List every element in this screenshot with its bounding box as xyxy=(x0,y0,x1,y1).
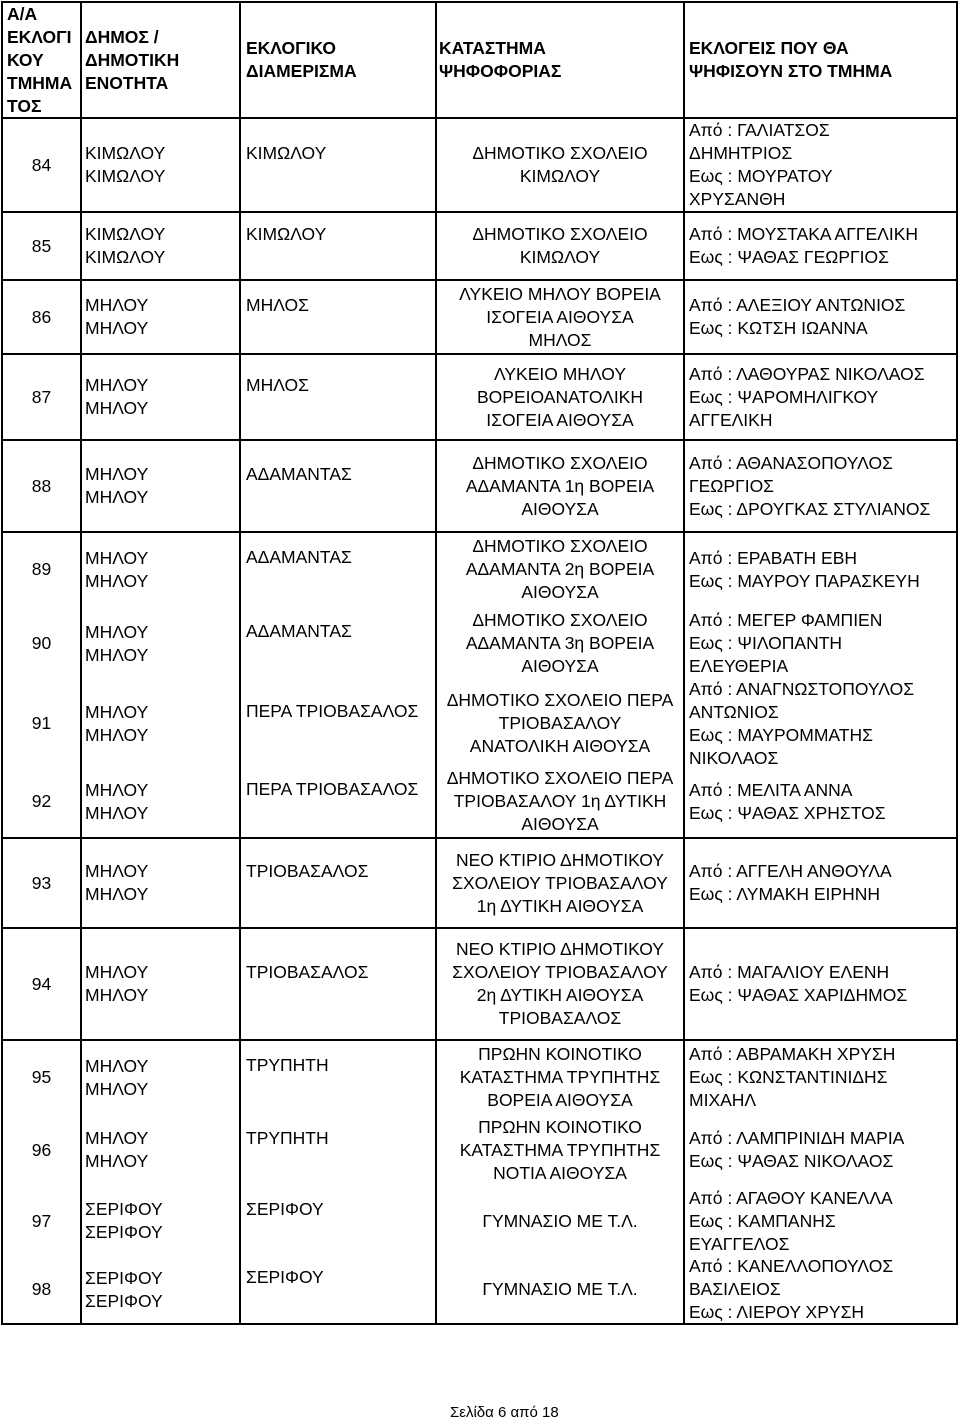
cell-voters: Από : ΑΘΑΝΑΣΟΠΟΥΛΟΣ ΓΕΩΡΓΙΟΣ Εως : ΔΡΟΥΓΚΑΣ ΣΤΥΛΙΑΝΟΣ xyxy=(689,452,931,519)
table-row xyxy=(3,1186,956,1256)
cell-number: 87 xyxy=(3,355,82,439)
cell-voters: Από : ΛΑΜΠΡΙΝΙΔΗ ΜΑΡΙΑ Εως : ΨΑΘΑΣ ΝΙΚΟΛΑΟΣ xyxy=(689,1128,905,1171)
cell-voters: Από : ΚΑΝΕΛΛΟΠΟΥΛΟΣ ΒΑΣΙΛΕΙΟΣ Εως : ΛΙΕΡΟΥ ΧΡΥΣΗ xyxy=(689,1256,894,1322)
cell-municipality: ΜΗΛΟΥ ΜΗΛΟΥ xyxy=(82,766,241,837)
cell-district: ΣΕΡΙΦΟΥ xyxy=(241,1256,437,1323)
cell-district: ΚΙΜΩΛΟΥ xyxy=(241,119,437,211)
cell-municipality: ΜΗΛΟΥ ΜΗΛΟΥ xyxy=(82,1114,241,1186)
header-number: Α/Α ΕΚΛΟΓΙ ΚΟΥ ΤΜΗΜΑ ΤΟΣ xyxy=(3,3,82,117)
table-row xyxy=(3,1114,956,1186)
cell-polling-station: ΠΡΩΗΝ ΚΟΙΝΟΤΙΚΟ ΚΑΤΑΣΤΗΜΑ ΤΡΥΠΗΤΗΣ ΝΟΤΙΑ ΑΙΘΟΥΣΑ xyxy=(437,1114,685,1186)
cell-number: 84 xyxy=(3,119,82,211)
cell-polling-station: ΓΥΜΝΑΣΙΟ ΜΕ Τ.Λ. xyxy=(437,1256,685,1323)
cell-district: ΣΕΡΙΦΟΥ xyxy=(241,1186,437,1256)
cell-voters: Από : ΑΝΑΓΝΩΣΤΟΠΟΥΛΟΣ ΑΝΤΩΝΙΟΣ Εως : ΜΑΥΡΟΜΜΑΤΗΣ ΝΙΚΟΛΑΟΣ xyxy=(689,678,915,768)
cell-voters: Από : ΜΕΛΙΤΑ ΑΝΝΑ Εως : ΨΑΘΑΣ ΧΡΗΣΤΟΣ xyxy=(689,779,886,823)
header-district: ΕΚΛΟΓΙΚΟ ΔΙΑΜΕΡΙΣΜΑ xyxy=(241,3,437,117)
cell-voters: Από : ΑΒΡΑΜΑΚΗ ΧΡΥΣΗ Εως : ΚΩΝΣΤΑΝΤΙΝΙΔΗΣ ΜΙΧΑΗΛ xyxy=(689,1044,896,1110)
cell-number: 93 xyxy=(3,839,82,927)
cell-municipality: ΚΙΜΩΛΟΥ ΚΙΜΩΛΟΥ xyxy=(82,119,241,211)
cell-polling-station: ΝΕΟ ΚΤΙΡΙΟ ΔΗΜΟΤΙΚΟΥ ΣΧΟΛΕΙΟΥ ΤΡΙΟΒΑΣΑΛΟΥ 1η ΔΥΤΙΚΗ ΑΙΘΟΥΣΑ xyxy=(437,839,685,927)
cell-polling-station: ΛΥΚΕΙΟ ΜΗΛΟΥ ΒΟΡΕΙΟΑΝΑΤΟΛΙΚΗ ΙΣΟΓΕΙΑ ΑΙΘΟΥΣΑ xyxy=(437,355,685,439)
header-polling-station: ΚΑΤΑΣΤΗΜΑ ΨΗΦΟΦΟΡΙΑΣ xyxy=(437,3,685,117)
cell-number: 94 xyxy=(3,929,82,1039)
cell-district: ΑΔΑΜΑΝΤΑΣ xyxy=(241,606,437,681)
cell-polling-station: ΔΗΜΟΤΙΚΟ ΣΧΟΛΕΙΟ ΠΕΡΑ ΤΡΙΟΒΑΣΑΛΟΥ 1η ΔΥΤΙΚΗ ΑΙΘΟΥΣΑ xyxy=(437,766,685,837)
cell-polling-station: ΔΗΜΟΤΙΚΟ ΣΧΟΛΕΙΟ ΑΔΑΜΑΝΤΑ 2η ΒΟΡΕΙΑ ΑΙΘΟΥΣΑ xyxy=(437,533,685,606)
table-row xyxy=(3,533,956,606)
cell-voters: Από : ΜΑΓΑΛΙΟΥ ΕΛΕΝΗ Εως : ΨΑΘΑΣ ΧΑΡΙΔΗΜΟΣ xyxy=(689,962,908,1005)
cell-district: ΜΗΛΟΣ xyxy=(241,281,437,353)
table-row xyxy=(3,1256,956,1323)
cell-municipality: ΚΙΜΩΛΟΥ ΚΙΜΩΛΟΥ xyxy=(82,213,241,279)
cell-number: 95 xyxy=(3,1041,82,1114)
cell-district: ΑΔΑΜΑΝΤΑΣ xyxy=(241,533,437,606)
cell-municipality: ΜΗΛΟΥ ΜΗΛΟΥ xyxy=(82,533,241,606)
cell-district: ΑΔΑΜΑΝΤΑΣ xyxy=(241,441,437,531)
cell-voters: Από : ΛΑΘΟΥΡΑΣ ΝΙΚΟΛΑΟΣ Εως : ΨΑΡΟΜΗΛΙΓΚΟΥ ΑΓΓΕΛΙΚΗ xyxy=(689,363,925,430)
cell-number: 97 xyxy=(3,1186,82,1256)
cell-voters: Από : ΜΟΥΣΤΑΚΑ ΑΓΓΕΛΙΚΗ Εως : ΨΑΘΑΣ ΓΕΩΡΓΙΟΣ xyxy=(689,224,919,267)
cell-municipality: ΜΗΛΟΥ ΜΗΛΟΥ xyxy=(82,281,241,353)
header-voters: ΕΚΛΟΓΕΙΣ ΠΟΥ ΘΑ ΨΗΦΙΣΟΥΝ ΣΤΟ ΤΜΗΜΑ xyxy=(689,38,893,81)
table-row xyxy=(3,606,956,681)
table-row xyxy=(3,1041,956,1114)
cell-number: 98 xyxy=(3,1256,82,1323)
cell-voters: Από : ΑΛΕΞΙΟΥ ΑΝΤΩΝΙΟΣ Εως : ΚΩΤΣΗ ΙΩΑΝΝΑ xyxy=(689,295,906,338)
cell-district: ΤΡΥΠΗΤΗ xyxy=(241,1041,437,1114)
cell-number: 85 xyxy=(3,213,82,279)
cell-municipality: ΜΗΛΟΥ ΜΗΛΟΥ xyxy=(82,1041,241,1114)
cell-municipality: ΜΗΛΟΥ ΜΗΛΟΥ xyxy=(82,681,241,766)
cell-polling-station: ΓΥΜΝΑΣΙΟ ΜΕ Τ.Λ. xyxy=(437,1186,685,1256)
table-header-row xyxy=(3,3,956,119)
cell-number: 89 xyxy=(3,533,82,606)
cell-municipality: ΜΗΛΟΥ ΜΗΛΟΥ xyxy=(82,441,241,531)
cell-polling-station: ΔΗΜΟΤΙΚΟ ΣΧΟΛΕΙΟ ΚΙΜΩΛΟΥ xyxy=(437,119,685,211)
table-row xyxy=(3,213,956,281)
cell-number: 86 xyxy=(3,281,82,353)
cell-municipality: ΣΕΡΙΦΟΥ ΣΕΡΙΦΟΥ xyxy=(82,1186,241,1256)
table-row xyxy=(3,355,956,441)
cell-number: 92 xyxy=(3,766,82,837)
cell-polling-station: ΔΗΜΟΤΙΚΟ ΣΧΟΛΕΙΟ ΚΙΜΩΛΟΥ xyxy=(437,213,685,279)
table-row xyxy=(3,929,956,1041)
table-row xyxy=(3,766,956,839)
cell-district: ΤΡΙΟΒΑΣΑΛΟΣ xyxy=(241,929,437,1039)
table-row xyxy=(3,441,956,533)
table-row xyxy=(3,119,956,213)
header-municipality: ΔΗΜΟΣ / ΔΗΜΟΤΙΚΗ ΕΝΟΤΗΤΑ xyxy=(82,3,241,117)
cell-number: 96 xyxy=(3,1114,82,1186)
cell-polling-station: ΔΗΜΟΤΙΚΟ ΣΧΟΛΕΙΟ ΑΔΑΜΑΝΤΑ 3η ΒΟΡΕΙΑ ΑΙΘΟΥΣΑ xyxy=(437,606,685,681)
cell-voters: Από : ΜΕΓΕΡ ΦΑΜΠΙΕΝ Εως : ΨΙΛΟΠΑΝΤΗ ΕΛΕΥΘΕΡΙΑ xyxy=(689,610,883,676)
cell-number: 91 xyxy=(3,681,82,766)
cell-district: ΤΡΥΠΗΤΗ xyxy=(241,1114,437,1186)
cell-polling-station: ΠΡΩΗΝ ΚΟΙΝΟΤΙΚΟ ΚΑΤΑΣΤΗΜΑ ΤΡΥΠΗΤΗΣ ΒΟΡΕΙΑ ΑΙΘΟΥΣΑ xyxy=(437,1041,685,1114)
cell-number: 90 xyxy=(3,606,82,681)
cell-municipality: ΜΗΛΟΥ ΜΗΛΟΥ xyxy=(82,929,241,1039)
cell-district: ΠΕΡΑ ΤΡΙΟΒΑΣΑΛΟΣ xyxy=(241,681,437,766)
election-table xyxy=(1,1,958,1325)
cell-polling-station: ΝΕΟ ΚΤΙΡΙΟ ΔΗΜΟΤΙΚΟΥ ΣΧΟΛΕΙΟΥ ΤΡΙΟΒΑΣΑΛΟΥ 2η ΔΥΤΙΚΗ ΑΙΘΟΥΣΑ ΤΡΙΟΒΑΣΑΛΟΣ xyxy=(437,929,685,1039)
page-number: Σελίδα 6 από 18 xyxy=(450,1404,559,1421)
cell-municipality: ΜΗΛΟΥ ΜΗΛΟΥ xyxy=(82,355,241,439)
cell-voters: Από : ΑΓΑΘΟΥ ΚΑΝΕΛΛΑ Εως : ΚΑΜΠΑΝΗΣ ΕΥΑΓΓΕΛΟΣ xyxy=(689,1187,893,1254)
cell-district: ΜΗΛΟΣ xyxy=(241,355,437,439)
table-row xyxy=(3,281,956,355)
cell-municipality: ΣΕΡΙΦΟΥ ΣΕΡΙΦΟΥ xyxy=(82,1256,241,1323)
cell-district: ΤΡΙΟΒΑΣΑΛΟΣ xyxy=(241,839,437,927)
cell-voters: Από : ΕΡΑΒΑΤΗ ΕΒΗ Εως : ΜΑΥΡΟΥ ΠΑΡΑΣΚΕΥΗ xyxy=(689,547,920,591)
cell-polling-station: ΔΗΜΟΤΙΚΟ ΣΧΟΛΕΙΟ ΑΔΑΜΑΝΤΑ 1η ΒΟΡΕΙΑ ΑΙΘΟΥΣΑ xyxy=(437,441,685,531)
table-row xyxy=(3,839,956,929)
cell-polling-station: ΔΗΜΟΤΙΚΟ ΣΧΟΛΕΙΟ ΠΕΡΑ ΤΡΙΟΒΑΣΑΛΟΥ ΑΝΑΤΟΛΙΚΗ ΑΙΘΟΥΣΑ xyxy=(437,681,685,766)
cell-municipality: ΜΗΛΟΥ ΜΗΛΟΥ xyxy=(82,839,241,927)
cell-number: 88 xyxy=(3,441,82,531)
cell-district: ΚΙΜΩΛΟΥ xyxy=(241,213,437,279)
cell-voters: Από : ΓΑΛΙΑΤΣΟΣ ΔΗΜΗΤΡΙΟΣ Εως : ΜΟΥΡΑΤΟΥ ΧΡΥΣΑΝΘΗ xyxy=(689,120,833,209)
cell-polling-station: ΛΥΚΕΙΟ ΜΗΛΟΥ ΒΟΡΕΙΑ ΙΣΟΓΕΙΑ ΑΙΘΟΥΣΑ ΜΗΛΟΣ xyxy=(437,281,685,353)
cell-voters: Από : ΑΓΓΕΛΗ ΑΝΘΟΥΛΑ Εως : ΛΥΜΑΚΗ ΕΙΡΗΝΗ xyxy=(689,861,892,904)
table-row xyxy=(3,678,956,768)
cell-district: ΠΕΡΑ ΤΡΙΟΒΑΣΑΛΟΣ xyxy=(241,766,437,837)
cell-municipality: ΜΗΛΟΥ ΜΗΛΟΥ xyxy=(82,606,241,681)
